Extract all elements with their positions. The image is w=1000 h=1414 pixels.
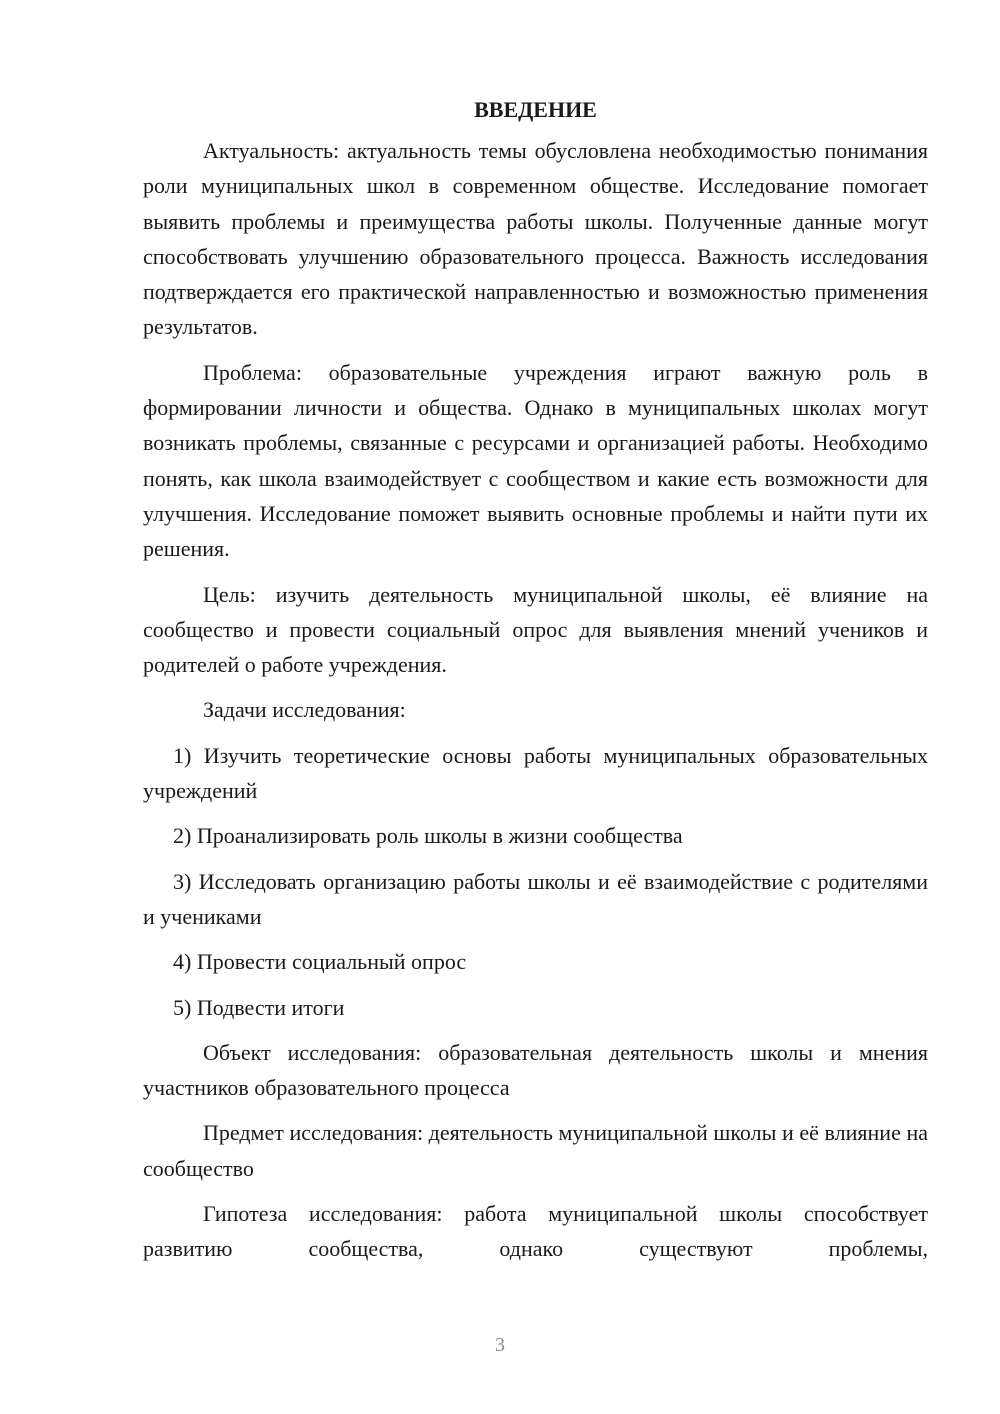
hypothesis-paragraph: Гипотеза исследования: работа муниципальной школы способствует развитию сообщества, однако существуют проблемы, <box>143 1201 928 1262</box>
task-item: 2) Проанализировать роль школы в жизни сообщества <box>173 823 683 849</box>
subject-paragraph: Предмет исследования: деятельность муниципальной школы и её влияние на сообщество <box>143 1120 928 1181</box>
object-paragraph: Объект исследования: образовательная деятельность школы и мнения участников образовательного процесса <box>143 1039 928 1101</box>
task-item: 4) Провести социальный опрос <box>173 949 467 975</box>
page-number: 3 <box>495 1334 505 1356</box>
goal-paragraph: Цель: изучить деятельность муниципальной школы, её влияние на сообщество и провести социальный опрос для выявления мнений учеников и родителей о работе учреждения. <box>143 581 928 678</box>
tasks-heading: Задачи исследования: <box>203 697 406 723</box>
document-page <box>143 92 928 1267</box>
task-item: 1) Изучить теоретические основы работы муниципальных образовательных учреждений <box>143 742 928 804</box>
section-title: ВВЕДЕНИЕ <box>474 97 597 122</box>
problem-paragraph: Проблема: образовательные учреждения играют важную роль в формировании личности и общества. Однако в муниципальных школах могут возникать проблемы, связанные с ресурсами и организацией работы. Необходимо понять, как школа взаимодействует с сообществом и какие есть возможности для улучшения. Исследование поможет выявить основные проблемы и найти пути их решения. <box>143 359 928 562</box>
task-item: 5) Подвести итоги <box>173 994 345 1020</box>
task-item: 3) Исследовать организацию работы школы и её взаимодействие с родителями и учениками <box>143 868 928 929</box>
relevance-paragraph: Актуальность: актуальность темы обусловлена необходимостью понимания роли муниципальных школ в современном обществе. Исследование помогает выявить проблемы и преимущества работы школы. Полученные данные могут способствовать улучшению образовательного процесса. Важность исследования подтверждается его практической направленностью и возможностью применения результатов. <box>143 138 928 340</box>
